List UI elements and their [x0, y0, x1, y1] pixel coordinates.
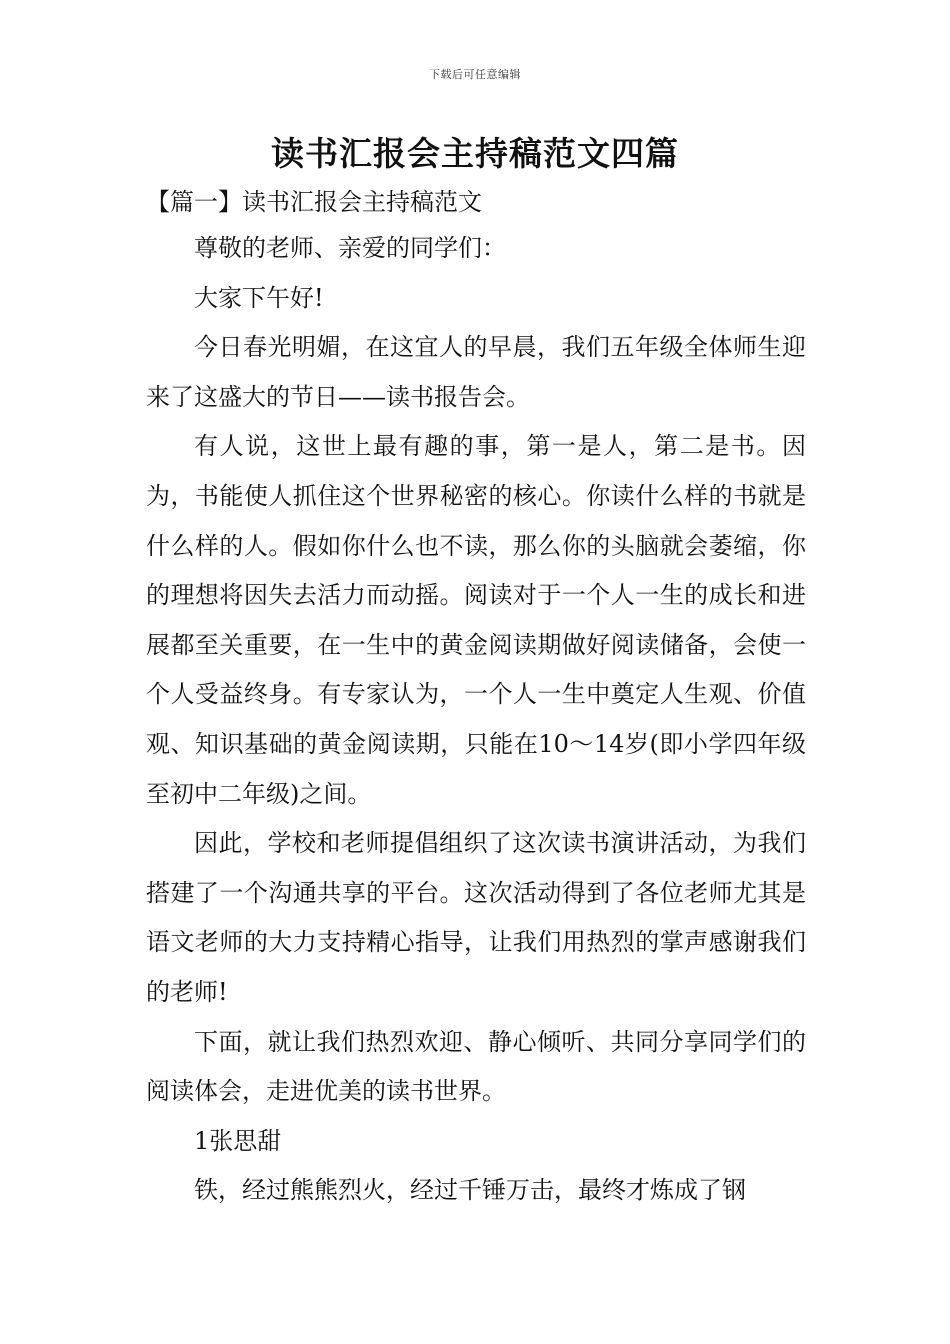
paragraph-invitation: 下面，就让我们热烈欢迎、静心倾听、共同分享同学们的阅读体会，走进优美的读书世界。: [146, 1027, 806, 1106]
paragraph-opening: 今日春光明媚，在这宜人的早晨，我们五年级全体师生迎来了这盛大的节日——读书报告会。: [146, 333, 806, 411]
paragraph-thanks: 因此，学校和老师提倡组织了这次读书演讲活动，为我们搭建了一个沟通共享的平台。这次活动得到了各位老师尤其是语文老师的大力支持精心指导，让我们用热烈的掌声感谢我们的老师!: [146, 829, 806, 1006]
section-heading: 【篇一】读书汇报会主持稿范文: [146, 188, 482, 216]
paragraph-speech-start: 铁，经过熊熊烈火，经过千锤万击，最终才炼成了钢: [194, 1176, 746, 1205]
paragraph-greeting: 尊敬的老师、亲爱的同学们：: [194, 234, 506, 262]
document-body: [146, 224, 806, 1216]
header-note: 下载后可任意编辑: [429, 68, 521, 81]
paragraph-speaker: 1张思甜: [194, 1126, 282, 1155]
paragraph-salutation: 大家下午好!: [194, 283, 324, 312]
paragraph-reading-importance: 有人说，这世上最有趣的事，第一是人，第二是书。因为，书能使人抓住这个世界秘密的核心。你读什么样的书就是什么样的人。假如你什么也不读，那么你的头脑就会萎缩，你的理想将因失去活力而动摇。阅读对于一个人一生的成长和进展都至关重要，在一生中的黄金阅读期做好阅读储备，会使一个人受益终身。有专家认为，一个人一生中奠定人生观、价值观、知识基础的黄金阅读期，只能在10～14岁(即小学四年级至初中二年级)之间。: [146, 432, 806, 808]
document-title: 读书汇报会主持稿范文四篇: [271, 134, 679, 173]
